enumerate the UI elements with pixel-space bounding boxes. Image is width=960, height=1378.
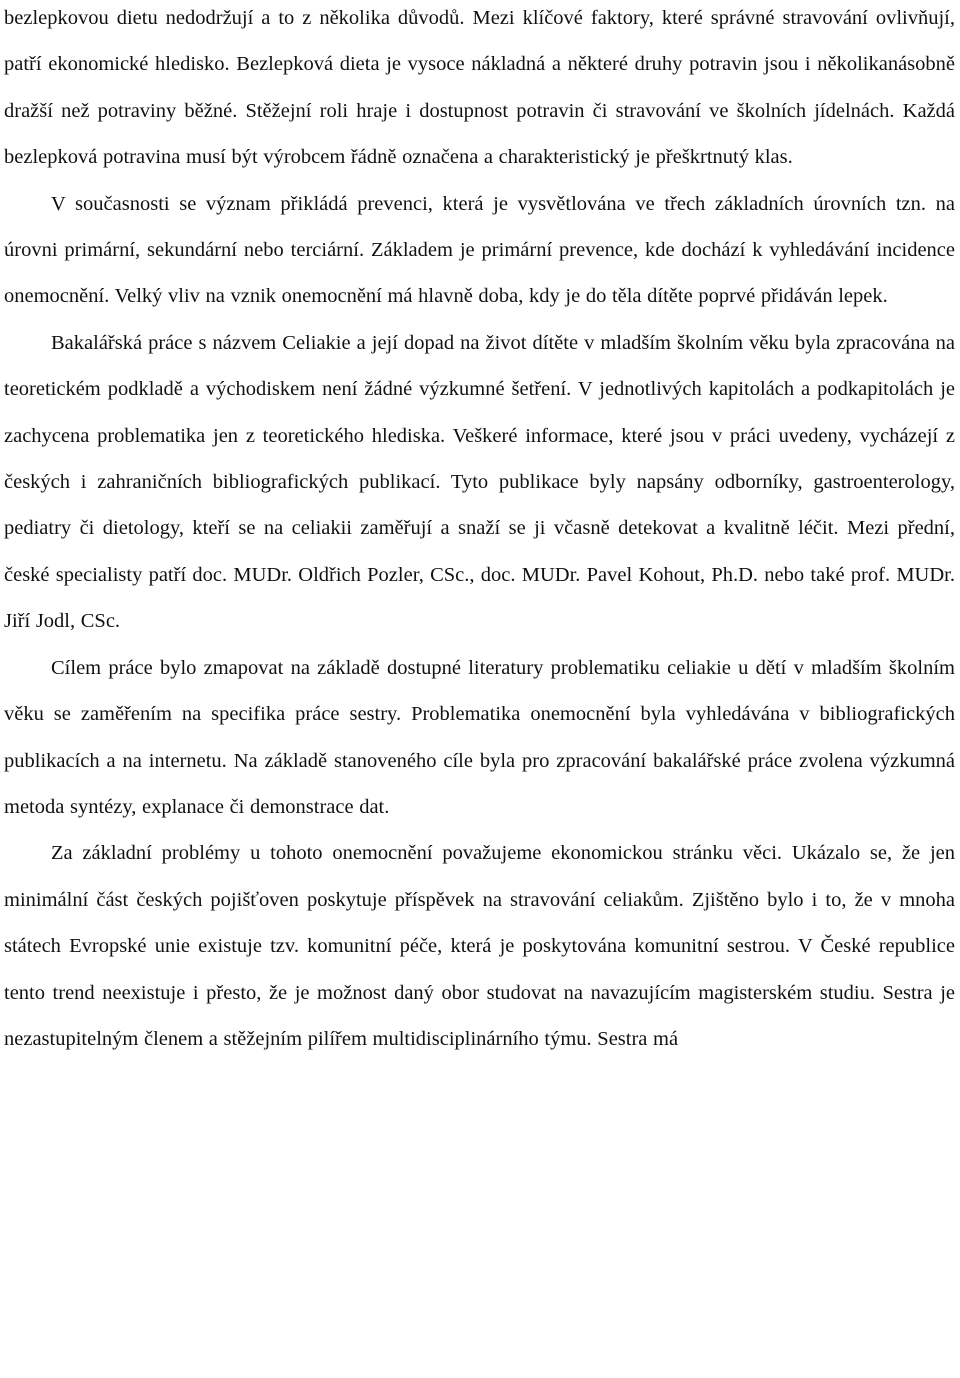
paragraph-basic-problems: Za základní problémy u tohoto onemocnění považujeme ekonomickou stránku věci. Ukázalo se, že jen minimální část českých pojišťoven poskytuje příspěvek na stravování celiakům. Zjištěno bylo i to, že v mnoha státech Evropské unie existuje tzv. komunitní péče, která je poskytována komunitní sestrou. V České republice tento trend neexistuje i přesto, že je možnost daný obor studovat na navazujícím magisterském studiu. Sestra je nezastupitelným členem a stěžejním pilířem multidisciplinárního týmu. Sestra má xyxy=(4,842,955,1050)
paragraph-thesis-aim: Cílem práce bylo zmapovat na základě dostupné literatury problematiku celiakie u dětí v mladším školním věku se zaměřením na specifika práce sestry. Problematika onemocnění byla vyhledávána v bibliografických publikacích a na internetu. Na základě stanoveného cíle byla pro zpracování bakalářské práce zvolena výzkumná metoda syntézy, explanace či demonstrace dat. xyxy=(4,656,955,818)
paragraph-prevention: V současnosti se význam přikládá prevenci, která je vysvětlována ve třech základních úrovních tzn. na úrovni primární, sekundární nebo terciární. Základem je primární prevence, kde dochází k vyhledávání incidence onemocnění. Velký vliv na vznik onemocnění má hlavně doba, kdy je do těla dítěte poprvé přidáván lepek. xyxy=(4,192,955,308)
paragraph-diet-economics: bezlepkovou dietu nedodržují a to z několika důvodů. Mezi klíčové faktory, které správné stravování ovlivňují, patří ekonomické hledisko. Bezlepková dieta je vysoce nákladná a některé druhy potravin jsou i několikanásobně dražší než potraviny běžné. Stěžejní roli hraje i dostupnost potravin či stravování ve školních jídelnách. Každá bezlepková potravina musí být výrobcem řádně označena a charakteristický je přeškrtnutý klas. xyxy=(4,7,955,169)
paragraph-thesis-sources: Bakalářská práce s názvem Celiakie a její dopad na život dítěte v mladším školním věku byla zpracována na teoretickém podkladě a východiskem není žádné výzkumné šetření. V jednotlivých kapitolách a podkapitolách je zachycena problematika jen z teoretického hlediska. Veškeré informace, které jsou v práci uvedeny, vycházejí z českých i zahraničních bibliografických publikací. Tyto publikace byly napsány odborníky, gastroenterology, pediatry či dietology, kteří se na celiakii zaměřují a snaží se ji včasně detekovat a kvalitně léčit. Mezi přední, české specialisty patří doc. MUDr. Oldřich Pozler, CSc., doc. MUDr. Pavel Kohout, Ph.D. nebo také prof. MUDr. Jiří Jodl, CSc. xyxy=(4,331,955,633)
